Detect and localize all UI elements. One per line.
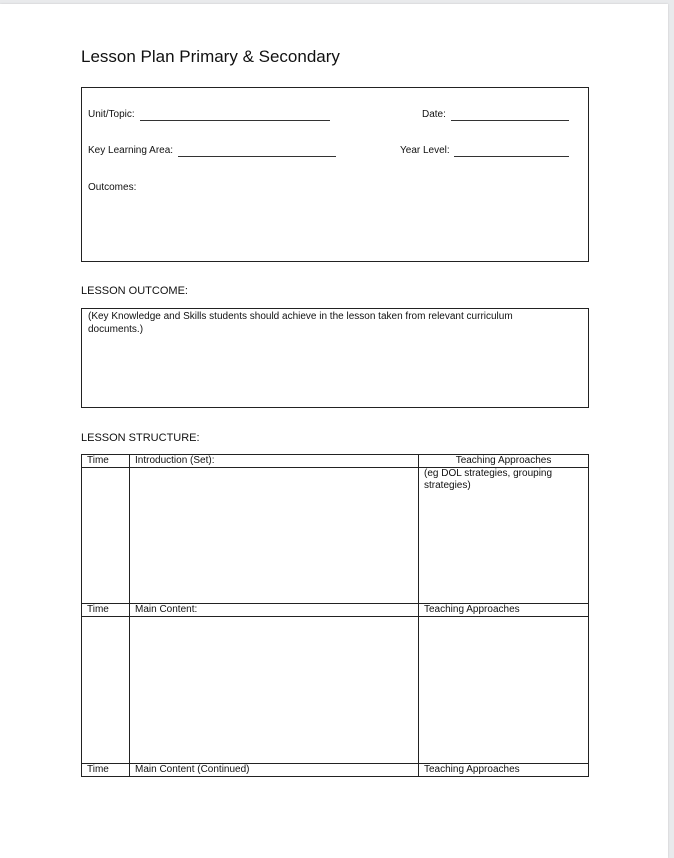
year-level-field[interactable] [454, 156, 569, 157]
lesson-outcome-box[interactable] [81, 308, 589, 408]
unit-topic-field[interactable] [140, 120, 330, 121]
key-learning-area-label: Key Learning Area: [88, 145, 174, 156]
key-learning-area-field[interactable] [178, 156, 336, 157]
teaching-approaches-hint: (eg DOL strategies, grouping strategies) [424, 468, 553, 491]
teaching-approaches-header: Teaching Approaches [419, 455, 589, 468]
introduction-header: Introduction (Set): [130, 455, 419, 468]
date-field[interactable] [451, 120, 569, 121]
time-header: Time [82, 455, 130, 468]
lesson-structure-table [81, 454, 589, 777]
unit-topic-label: Unit/Topic: [88, 109, 135, 120]
lesson-info-box [81, 87, 589, 262]
teaching-approaches-header: Teaching Approaches [419, 764, 589, 777]
outcomes-label: Outcomes: [88, 182, 137, 193]
table-header-row [82, 455, 589, 468]
table-header-row [82, 604, 589, 617]
year-level-label: Year Level: [400, 145, 450, 156]
lesson-outcome-description: (Key Knowledge and Skills students should achieve in the lesson taken from relevant curriculum documents.) [88, 311, 513, 335]
table-row [82, 468, 589, 604]
table-header-row [82, 764, 589, 777]
table-row [82, 617, 589, 764]
lesson-structure-heading: LESSON STRUCTURE: [81, 432, 200, 444]
time-cell[interactable] [82, 468, 130, 604]
lesson-outcome-heading: LESSON OUTCOME: [81, 285, 188, 297]
time-cell[interactable] [82, 617, 130, 764]
teaching-approaches-header: Teaching Approaches [419, 604, 589, 617]
introduction-content-cell[interactable] [130, 468, 419, 604]
main-content-continued-header: Main Content (Continued) [130, 764, 419, 777]
main-content-cell[interactable] [130, 617, 419, 764]
date-label: Date: [422, 109, 446, 120]
time-header: Time [82, 764, 130, 777]
main-content-header: Main Content: [130, 604, 419, 617]
time-header: Time [82, 604, 130, 617]
teaching-approaches-cell[interactable] [419, 468, 589, 604]
document-page [0, 4, 668, 858]
teaching-approaches-cell[interactable] [419, 617, 589, 764]
page-title: Lesson Plan Primary & Secondary [81, 47, 340, 66]
